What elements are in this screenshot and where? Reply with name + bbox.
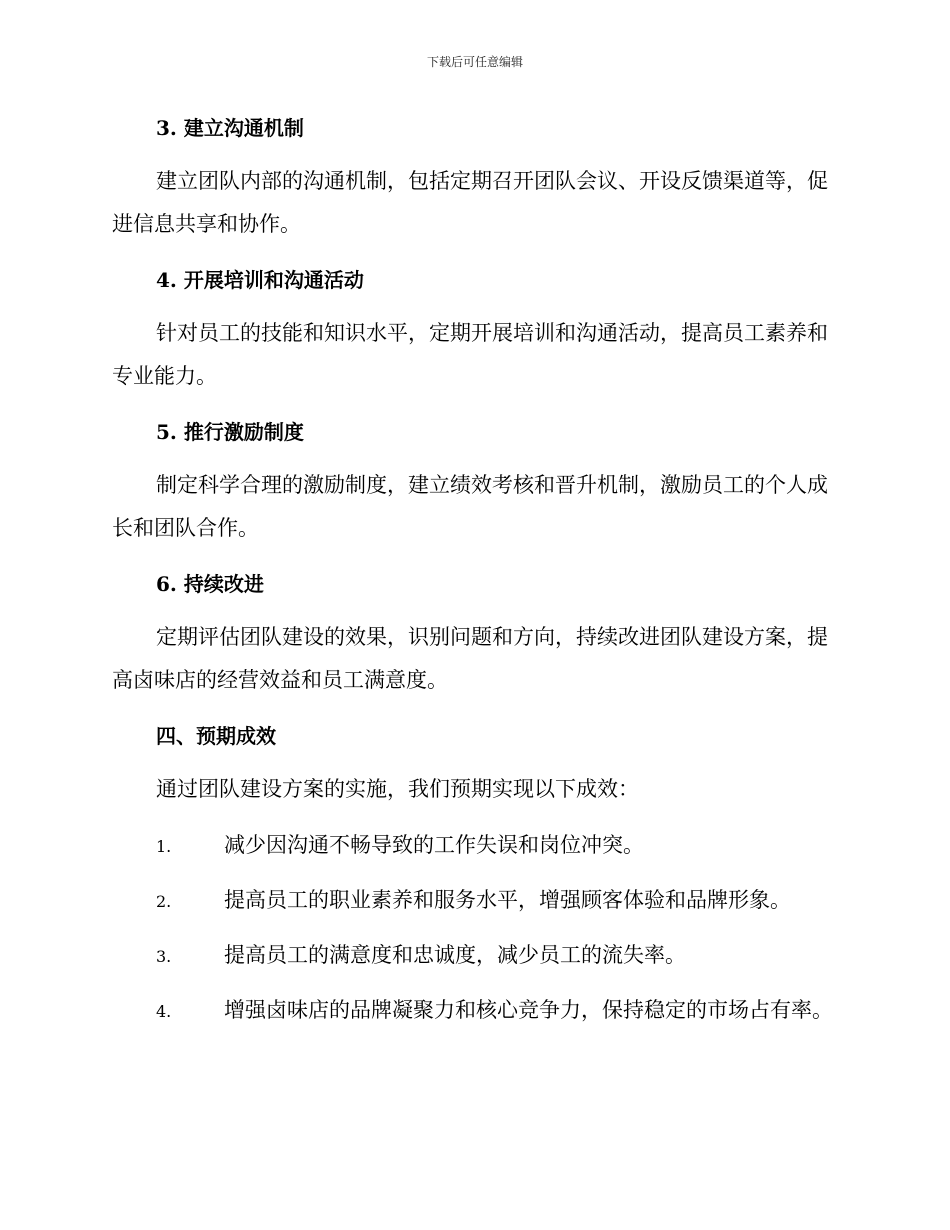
expected-intro: 通过团队建设方案的实施，我们预期实现以下成效： [156, 777, 639, 801]
section-heading-3: 3. 建立沟通机制 [156, 116, 304, 140]
section-body-6 [112, 616, 837, 702]
list-item-text: 减少因沟通不畅导致的工作失误和岗位冲突。 [224, 833, 644, 857]
list-item [112, 874, 837, 928]
section-heading-6: 6. 持续改进 [156, 572, 264, 596]
list-item-number: 2. [156, 892, 172, 911]
section-heading-5: 5. 推行激励制度 [156, 420, 304, 444]
section-heading-4: 4. 开展培训和沟通活动 [156, 268, 364, 292]
section-body-4-text: 针对员工的技能和知识水平，定期开展培训和沟通活动，提高员工素养和专业能力。 [112, 321, 828, 388]
list-item-text: 增强卤味店的品牌凝聚力和核心竞争力，保持稳定的市场占有率。 [224, 998, 833, 1022]
section-body-3 [112, 160, 837, 246]
list-item [112, 819, 837, 873]
section-body-4 [112, 312, 837, 398]
list-item-number: 4. [156, 1002, 172, 1021]
section-body-5 [112, 464, 837, 550]
list-item-number: 1. [156, 837, 172, 856]
section-body-6-text: 定期评估团队建设的效果，识别问题和方向，持续改进团队建设方案，提高卤味店的经营效益和员工满意度。 [112, 625, 828, 692]
list-item [112, 984, 837, 1038]
page-header: 下载后可任意编辑 [426, 55, 523, 69]
section-body-5-text: 制定科学合理的激励制度，建立绩效考核和晋升机制，激励员工的个人成长和团队合作。 [112, 473, 828, 540]
list-item-text: 提高员工的职业素养和服务水平，增强顾客体验和品牌形象。 [224, 888, 791, 912]
section-body-3-text: 建立团队内部的沟通机制，包括定期召开团队会议、开设反馈渠道等，促进信息共享和协作。 [112, 169, 828, 236]
list-item-number: 3. [156, 947, 172, 966]
list-item-text: 提高员工的满意度和忠诚度，减少员工的流失率。 [224, 943, 686, 967]
list-item [112, 929, 837, 983]
expected-heading: 四、预期成效 [156, 724, 276, 748]
